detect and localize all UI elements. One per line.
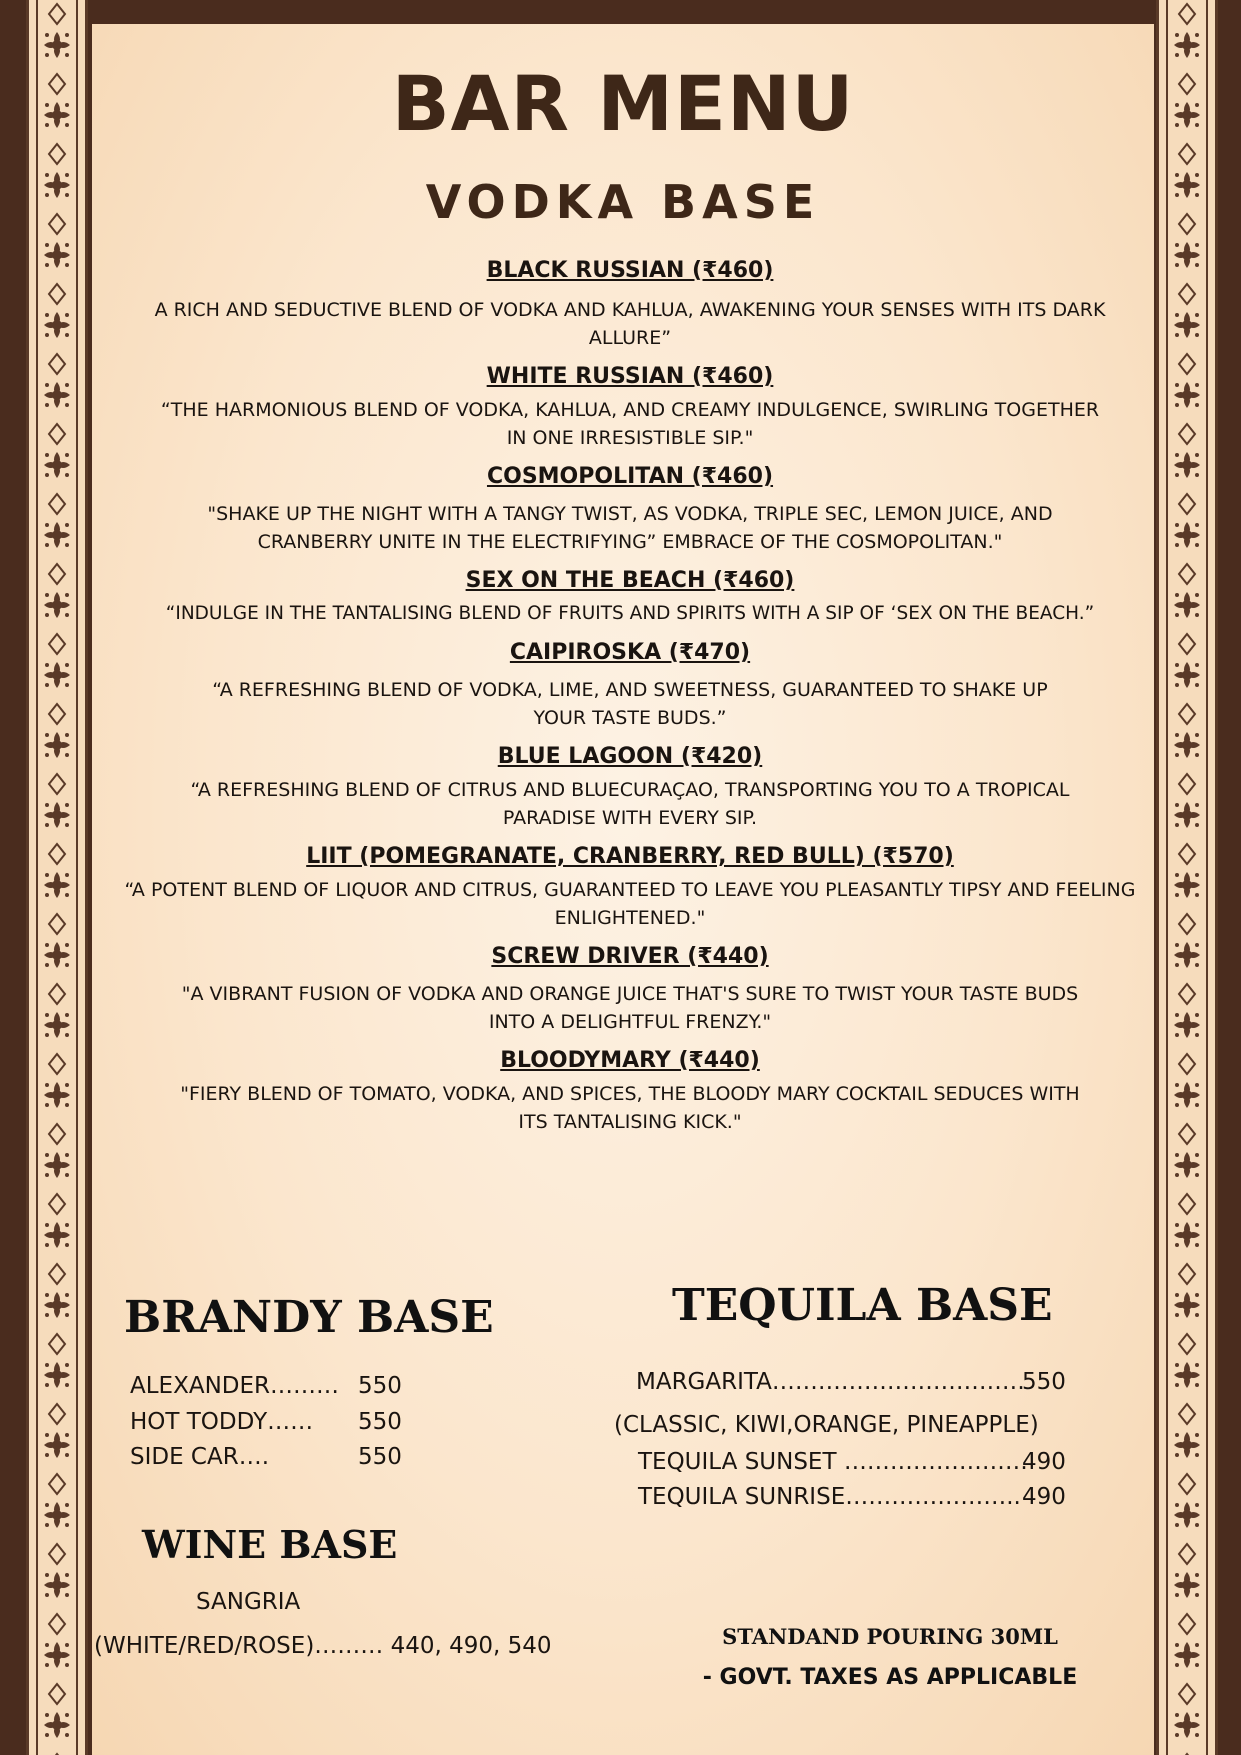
item-description: "SHAKE UP THE NIGHT WITH A TANGY TWIST, AS VODKA, TRIPLE SEC, LEMON JUICE, AND CRANBERRY UNITE IN THE ELECTRIFYING” EMBRACE OF THE COSMOPOLITAN." xyxy=(207,503,1053,553)
item-name: ALEXANDER……… xyxy=(130,1373,339,1399)
table-row xyxy=(130,1370,402,1402)
item-price: 490 xyxy=(1022,1449,1066,1475)
item-description: “THE HARMONIOUS BLEND OF VODKA, KAHLUA, AND CREAMY INDULGENCE, SWIRLING TOGETHER IN ONE IRRESISTIBLE SIP." xyxy=(160,399,1100,449)
item-description: "A VIBRANT FUSION OF VODKA AND ORANGE JUICE THAT'S SURE TO TWIST YOUR TASTE BUDS INTO A DELIGHTFUL FRENZY." xyxy=(181,983,1079,1033)
item-name: MARGARITA…………………………… xyxy=(636,1369,1025,1395)
list-item: (WHITE/RED/ROSE)……… 440, 490, 540 xyxy=(94,1633,552,1659)
right-ornamental-border xyxy=(1156,0,1218,1755)
table-row xyxy=(130,1441,402,1473)
item-description: “A REFRESHING BLEND OF VODKA, LIME, AND SWEETNESS, GUARANTEED TO SHAKE UP YOUR TASTE BUDS.” xyxy=(212,679,1048,729)
item-price: 490 xyxy=(1022,1484,1066,1510)
list-item xyxy=(110,638,1150,732)
table-row xyxy=(636,1366,1066,1398)
left-ornamental-border xyxy=(26,0,88,1755)
item-name: WHITE RUSSIAN (₹460) xyxy=(486,364,774,389)
vodka-items xyxy=(110,256,1150,1136)
item-description: "FIERY BLEND OF TOMATO, VODKA, AND SPICES, THE BLOODY MARY COCKTAIL SEDUCES WITH ITS TANTALISING KICK." xyxy=(180,1083,1080,1133)
item-name: TEQUILA SUNSET …………………… xyxy=(638,1449,1028,1475)
item-name: TEQUILA SUNRISE………………….. xyxy=(638,1484,1021,1510)
pouring-note: STANDAND POURING 30ML xyxy=(722,1624,1058,1649)
brandy-base-heading: BRANDY BASE xyxy=(124,1292,494,1343)
tequila-base-heading: TEQUILA BASE xyxy=(672,1280,1053,1331)
table-row xyxy=(130,1406,402,1438)
item-price: 550 xyxy=(358,1409,402,1435)
menu-title: BAR MENU xyxy=(391,59,855,148)
wine-base-heading: WINE BASE xyxy=(142,1522,398,1567)
taxes-note: - GOVT. TAXES AS APPLICABLE xyxy=(702,1665,1078,1690)
item-price: 550 xyxy=(1022,1369,1066,1395)
vodka-base-heading: VODKA BASE xyxy=(425,175,821,229)
item-name: SEX ON THE BEACH (₹460) xyxy=(465,568,795,593)
list-item xyxy=(110,566,1150,628)
list-item xyxy=(110,1046,1150,1136)
list-item xyxy=(110,842,1150,932)
item-name: COSMOPOLITAN (₹460) xyxy=(486,464,774,489)
item-description: “A REFRESHING BLEND OF CITRUS AND BLUECURAÇAO, TRANSPORTING YOU TO A TROPICAL PARADISE WITH EVERY SIP. xyxy=(190,779,1070,829)
item-name: BLACK RUSSIAN (₹460) xyxy=(486,258,774,283)
item-name: BLOODYMARY (₹440) xyxy=(500,1048,760,1073)
item-name: BLUE LAGOON (₹420) xyxy=(497,744,763,769)
list-item xyxy=(110,362,1150,452)
list-item: SANGRIA xyxy=(196,1589,301,1615)
item-name: HOT TODDY…… xyxy=(130,1409,314,1435)
top-frame-bar xyxy=(0,0,1241,24)
item-description: A RICH AND SEDUCTIVE BLEND OF VODKA AND KAHLUA, AWAKENING YOUR SENSES WITH ITS DARK ALLURE” xyxy=(154,299,1106,349)
table-row xyxy=(638,1446,1066,1478)
item-description: “A POTENT BLEND OF LIQUOR AND CITRUS, GUARANTEED TO LEAVE YOU PLEASANTLY TIPSY AND FEELING ENLIGHTENED." xyxy=(124,879,1136,929)
list-item xyxy=(110,256,1150,352)
item-name: SIDE CAR…. xyxy=(130,1444,270,1470)
item-name: CAIPIROSKA (₹470) xyxy=(509,640,751,665)
item-name: LIIT (POMEGRANATE, CRANBERRY, RED BULL) (₹570) xyxy=(306,844,954,869)
table-row xyxy=(638,1481,1066,1513)
item-price: 550 xyxy=(358,1444,402,1470)
list-item xyxy=(110,462,1150,556)
item-name: SCREW DRIVER (₹440) xyxy=(491,944,769,969)
list-item xyxy=(110,742,1150,832)
list-item xyxy=(110,942,1150,1036)
item-note: (CLASSIC, KIWI,ORANGE, PINEAPPLE) xyxy=(614,1412,1039,1438)
item-price: 550 xyxy=(358,1373,402,1399)
item-description: “INDULGE IN THE TANTALISING BLEND OF FRUITS AND SPIRITS WITH A SIP OF ‘SEX ON THE BEACH.” xyxy=(165,603,1095,624)
